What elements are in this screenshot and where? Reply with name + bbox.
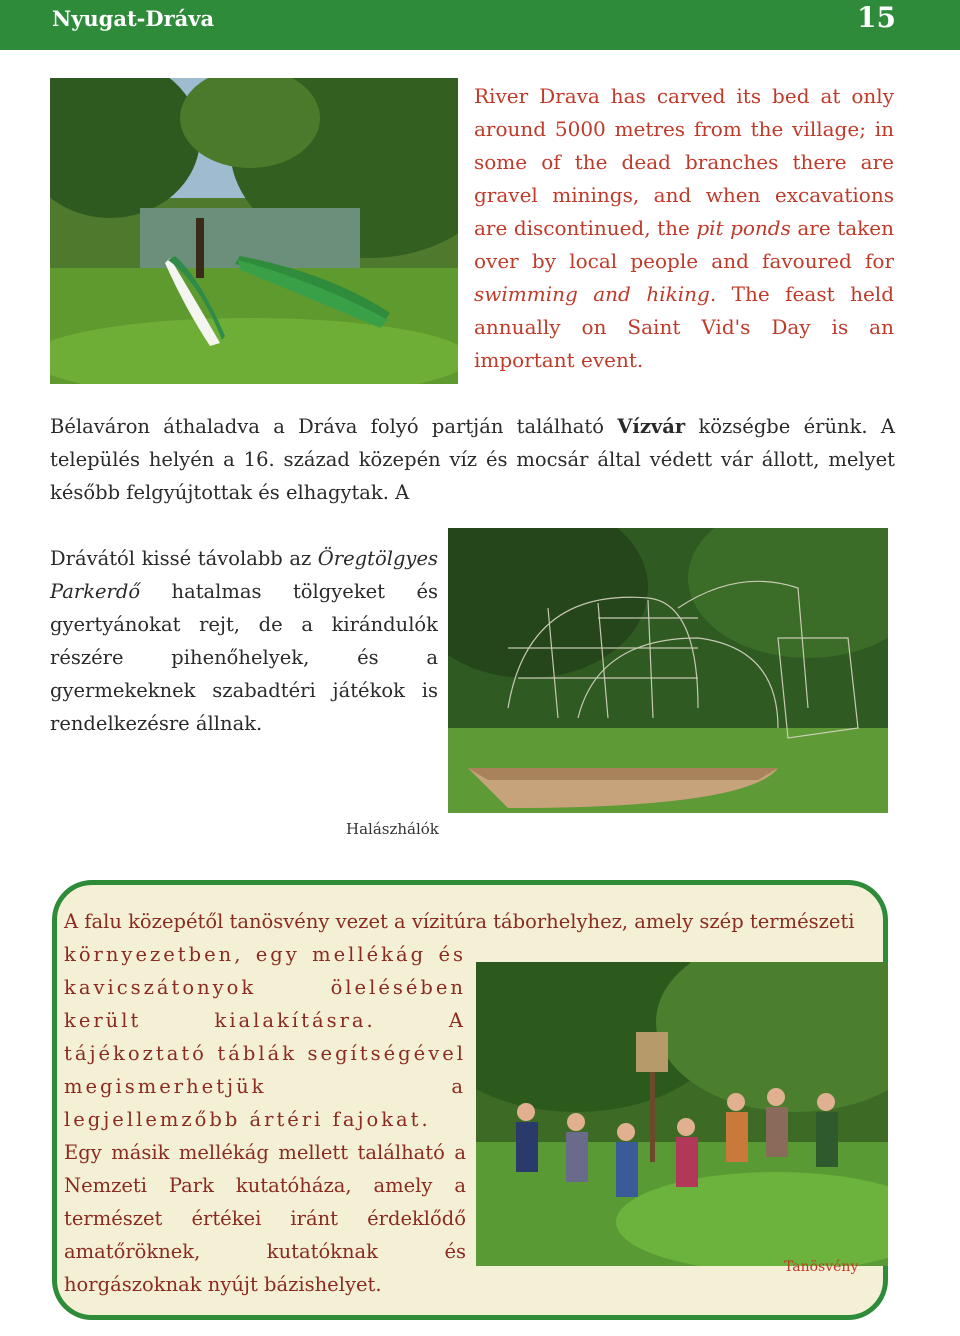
p1-text-a: Bélaváron áthaladva a Dráva folyó partján található (50, 415, 618, 438)
english-text-1: River Drava has carved its bed at only around 5000 metres from the village; in some of the dead branches there are gravel minings, and when excavations are discontinued, the (474, 84, 894, 240)
page-number: 15 (857, 1, 896, 34)
canoes-photo (50, 78, 458, 384)
section-title: Nyugat-Dráva (52, 6, 215, 31)
p2-text-a: Drávától kissé távolabb az (50, 547, 318, 570)
nets-caption: Halászhálók (346, 820, 439, 838)
english-italic-2: swimming and hiking (474, 282, 710, 306)
fishing-nets-photo (448, 528, 888, 813)
p2-italic-parkerdo: Öregtölgyes Parkerdő (50, 547, 438, 603)
box-first-line: A falu közepétől tanösvény vezet a vízitúra táborhelyhez, amely szép természeti (64, 910, 855, 933)
trail-photo (476, 962, 888, 1266)
page-header (0, 0, 960, 50)
box-paragraph-1: környezetben, egy mellékág és kavicszátonyok ölelésében került kialakításra. A tájékoztató táblák segítségével megismerhetjük a legjellemzőbb ártéri fajokat. (64, 943, 466, 1131)
english-text-3: . The feast held annually on Saint Vid's Day is an important event. (474, 282, 894, 372)
english-summary (474, 80, 894, 377)
trail-caption: Tanösvény (784, 1259, 859, 1275)
p1-text-c: községbe érünk. A település helyén a 16. század közepén víz és mocsár által védett vár állott, melyet később felgyújtottak és elhagytak. A (50, 415, 895, 504)
p2-text-c: hatalmas tölgyeket és gyertyánokat rejt, de a kirándulók részére pihenőhelyek, és a gyermekeknek szabadtéri játékok is rendelkezésre állnak. (50, 580, 438, 735)
hungarian-paragraph-2 (50, 542, 438, 740)
p1-bold-vizvar: Vízvár (617, 415, 686, 438)
english-text-2: are taken over by local people and favoured for (474, 216, 894, 273)
english-italic-1: pit ponds (696, 216, 791, 240)
hungarian-paragraph-1 (50, 410, 895, 509)
box-paragraph-2: Egy másik mellékág mellett található a Nemzeti Park kutatóháza, amely a természet értékei iránt érdeklődő amatőröknek, kutatóknak és horgászoknak nyújt bázishelyet. (64, 1141, 466, 1296)
box-text (64, 938, 466, 1301)
